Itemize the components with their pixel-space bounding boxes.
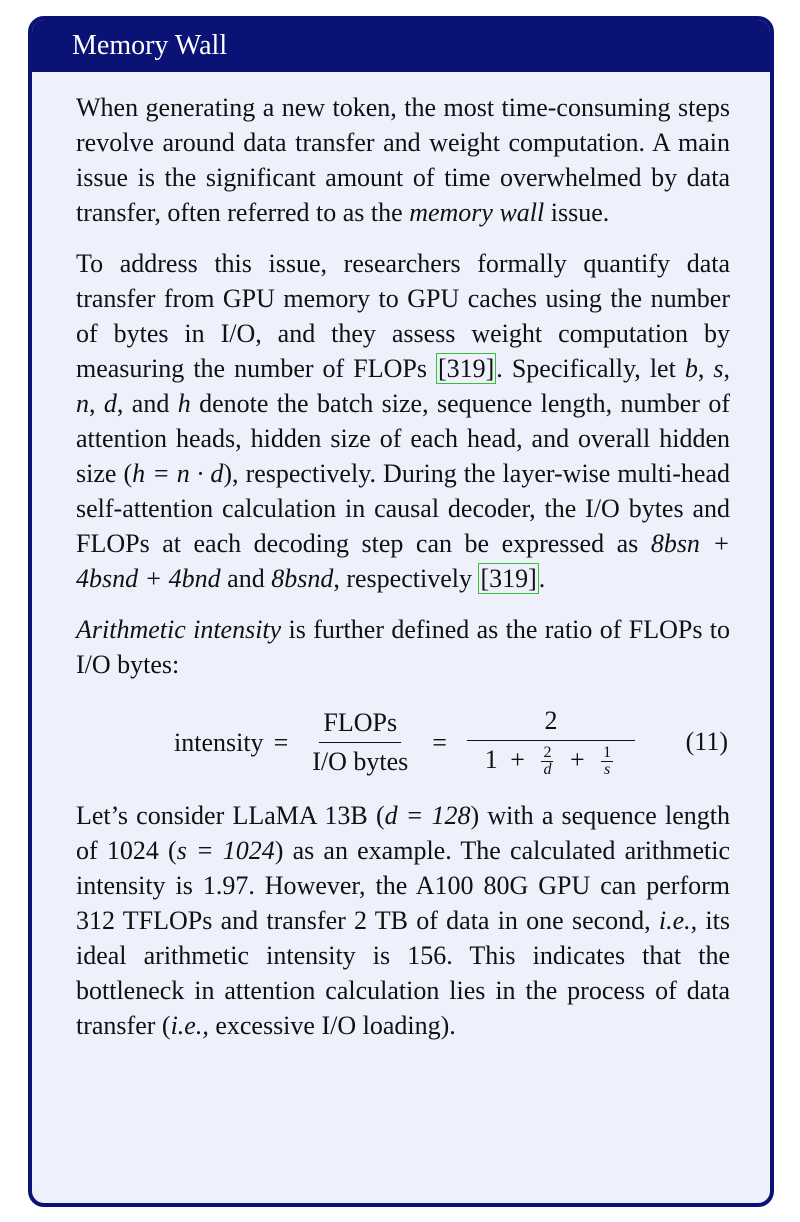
paragraph-memory-wall-intro xyxy=(76,90,730,230)
box-title: Memory Wall xyxy=(72,30,228,61)
citation-link[interactable]: [319] xyxy=(480,564,537,593)
fraction-intensity-formula xyxy=(467,706,635,779)
small-fraction-denominator: s xyxy=(604,761,611,779)
text-run: . xyxy=(538,564,546,593)
emphasis-arithmetic-intensity: Arithmetic intensity xyxy=(76,615,282,644)
math-inline: d = 128 xyxy=(384,801,471,830)
text-run: denote the batch size, sequence length, number of attention heads, hidden size of each head, and overall hidden size ( xyxy=(76,389,731,488)
text-run: excessive I/O loading). xyxy=(208,1011,456,1040)
paragraph-io-flops xyxy=(76,246,730,596)
text-run: , xyxy=(697,354,714,383)
fraction-numerator: FLOPs xyxy=(319,708,401,743)
box-content xyxy=(76,90,730,1043)
text-run: its ideal arithmetic intensity is 156. This indicates that the bottleneck in attention calculation lies in the process of data transfer ( xyxy=(76,906,730,1040)
plus-sign: + xyxy=(510,744,525,774)
equals-sign: = xyxy=(273,727,289,757)
paragraph-llama-example xyxy=(76,798,730,1043)
text-run: and xyxy=(220,564,272,593)
box-title-bar xyxy=(32,20,770,72)
small-fraction-numerator: 1 xyxy=(603,744,612,762)
fraction-flops-over-io xyxy=(308,708,412,777)
memory-wall-box xyxy=(28,16,774,1207)
small-fraction-numerator: 2 xyxy=(543,744,552,762)
math-variable: n xyxy=(76,389,89,418)
equation-lhs: intensity xyxy=(174,727,264,757)
math-variable: h xyxy=(177,389,191,418)
math-variable: b xyxy=(684,354,698,383)
equation-body xyxy=(174,692,645,792)
text-run: When generating a new token, the most time-consuming steps revolve around data transfer and weight computation. A main issue is the significant amount of time overwhelmed by data transfer, often referred to as the xyxy=(76,93,730,227)
equals-sign: = xyxy=(432,727,447,757)
small-fraction-denominator: d xyxy=(543,761,552,779)
text-run: To address this issue, researchers formally quantify data transfer from GPU memory to GPU caches using the number of bytes in I/O, and they assess weight computation by measuring the number of FLOPs xyxy=(76,249,730,383)
equation-number: (11) xyxy=(685,727,728,756)
citation-link[interactable]: [319] xyxy=(437,354,495,383)
emphasis-ie: i.e., xyxy=(170,1011,209,1040)
small-fraction-2-over-d xyxy=(541,745,553,778)
equation-intensity xyxy=(76,692,730,792)
text-run: , xyxy=(89,389,104,418)
math-variable: d xyxy=(103,389,117,418)
math-inline: 8bsnd xyxy=(271,564,334,593)
math-inline: h = n · d xyxy=(132,459,224,488)
text-run: ), respectively. During the layer-wise multi-head self-attention calculation in causal decoder, the I/O bytes and FLOPs at each decoding step can be expressed as xyxy=(76,459,730,558)
fraction-denominator: I/O bytes xyxy=(312,746,409,776)
paragraph-arithmetic-intensity xyxy=(76,612,730,682)
math-inline: 8bsn + 4bsnd + 4bnd xyxy=(76,529,731,593)
small-fraction-1-over-s xyxy=(601,745,613,778)
text-run: issue. xyxy=(544,198,610,227)
text-run: is further defined as the ratio of FLOPs to I/O bytes: xyxy=(76,615,731,679)
math-inline: s = 1024 xyxy=(176,836,275,865)
denominator-term: 1 xyxy=(484,744,498,774)
text-run: , xyxy=(723,354,730,383)
text-run: , and xyxy=(116,389,178,418)
text-run: ) as an example. The calculated arithmetic intensity is 1.97. However, the A100 80G GPU can perform 312 TFLOPs and transfer 2 TB of data in one second, xyxy=(76,836,730,935)
plus-sign: + xyxy=(569,744,585,774)
emphasis-memory-wall: memory wall xyxy=(409,198,545,227)
text-run: . Specifically, let xyxy=(496,354,685,383)
text-run: Let’s consider LLaMA 13B ( xyxy=(76,801,385,830)
text-run: , respectively xyxy=(333,564,479,593)
fraction-numerator: 2 xyxy=(467,706,635,741)
math-variable: s xyxy=(713,354,724,383)
text-run: ) with a sequence length of 1024 ( xyxy=(76,801,731,865)
fraction-denominator xyxy=(481,741,621,779)
emphasis-ie: i.e., xyxy=(658,906,698,935)
